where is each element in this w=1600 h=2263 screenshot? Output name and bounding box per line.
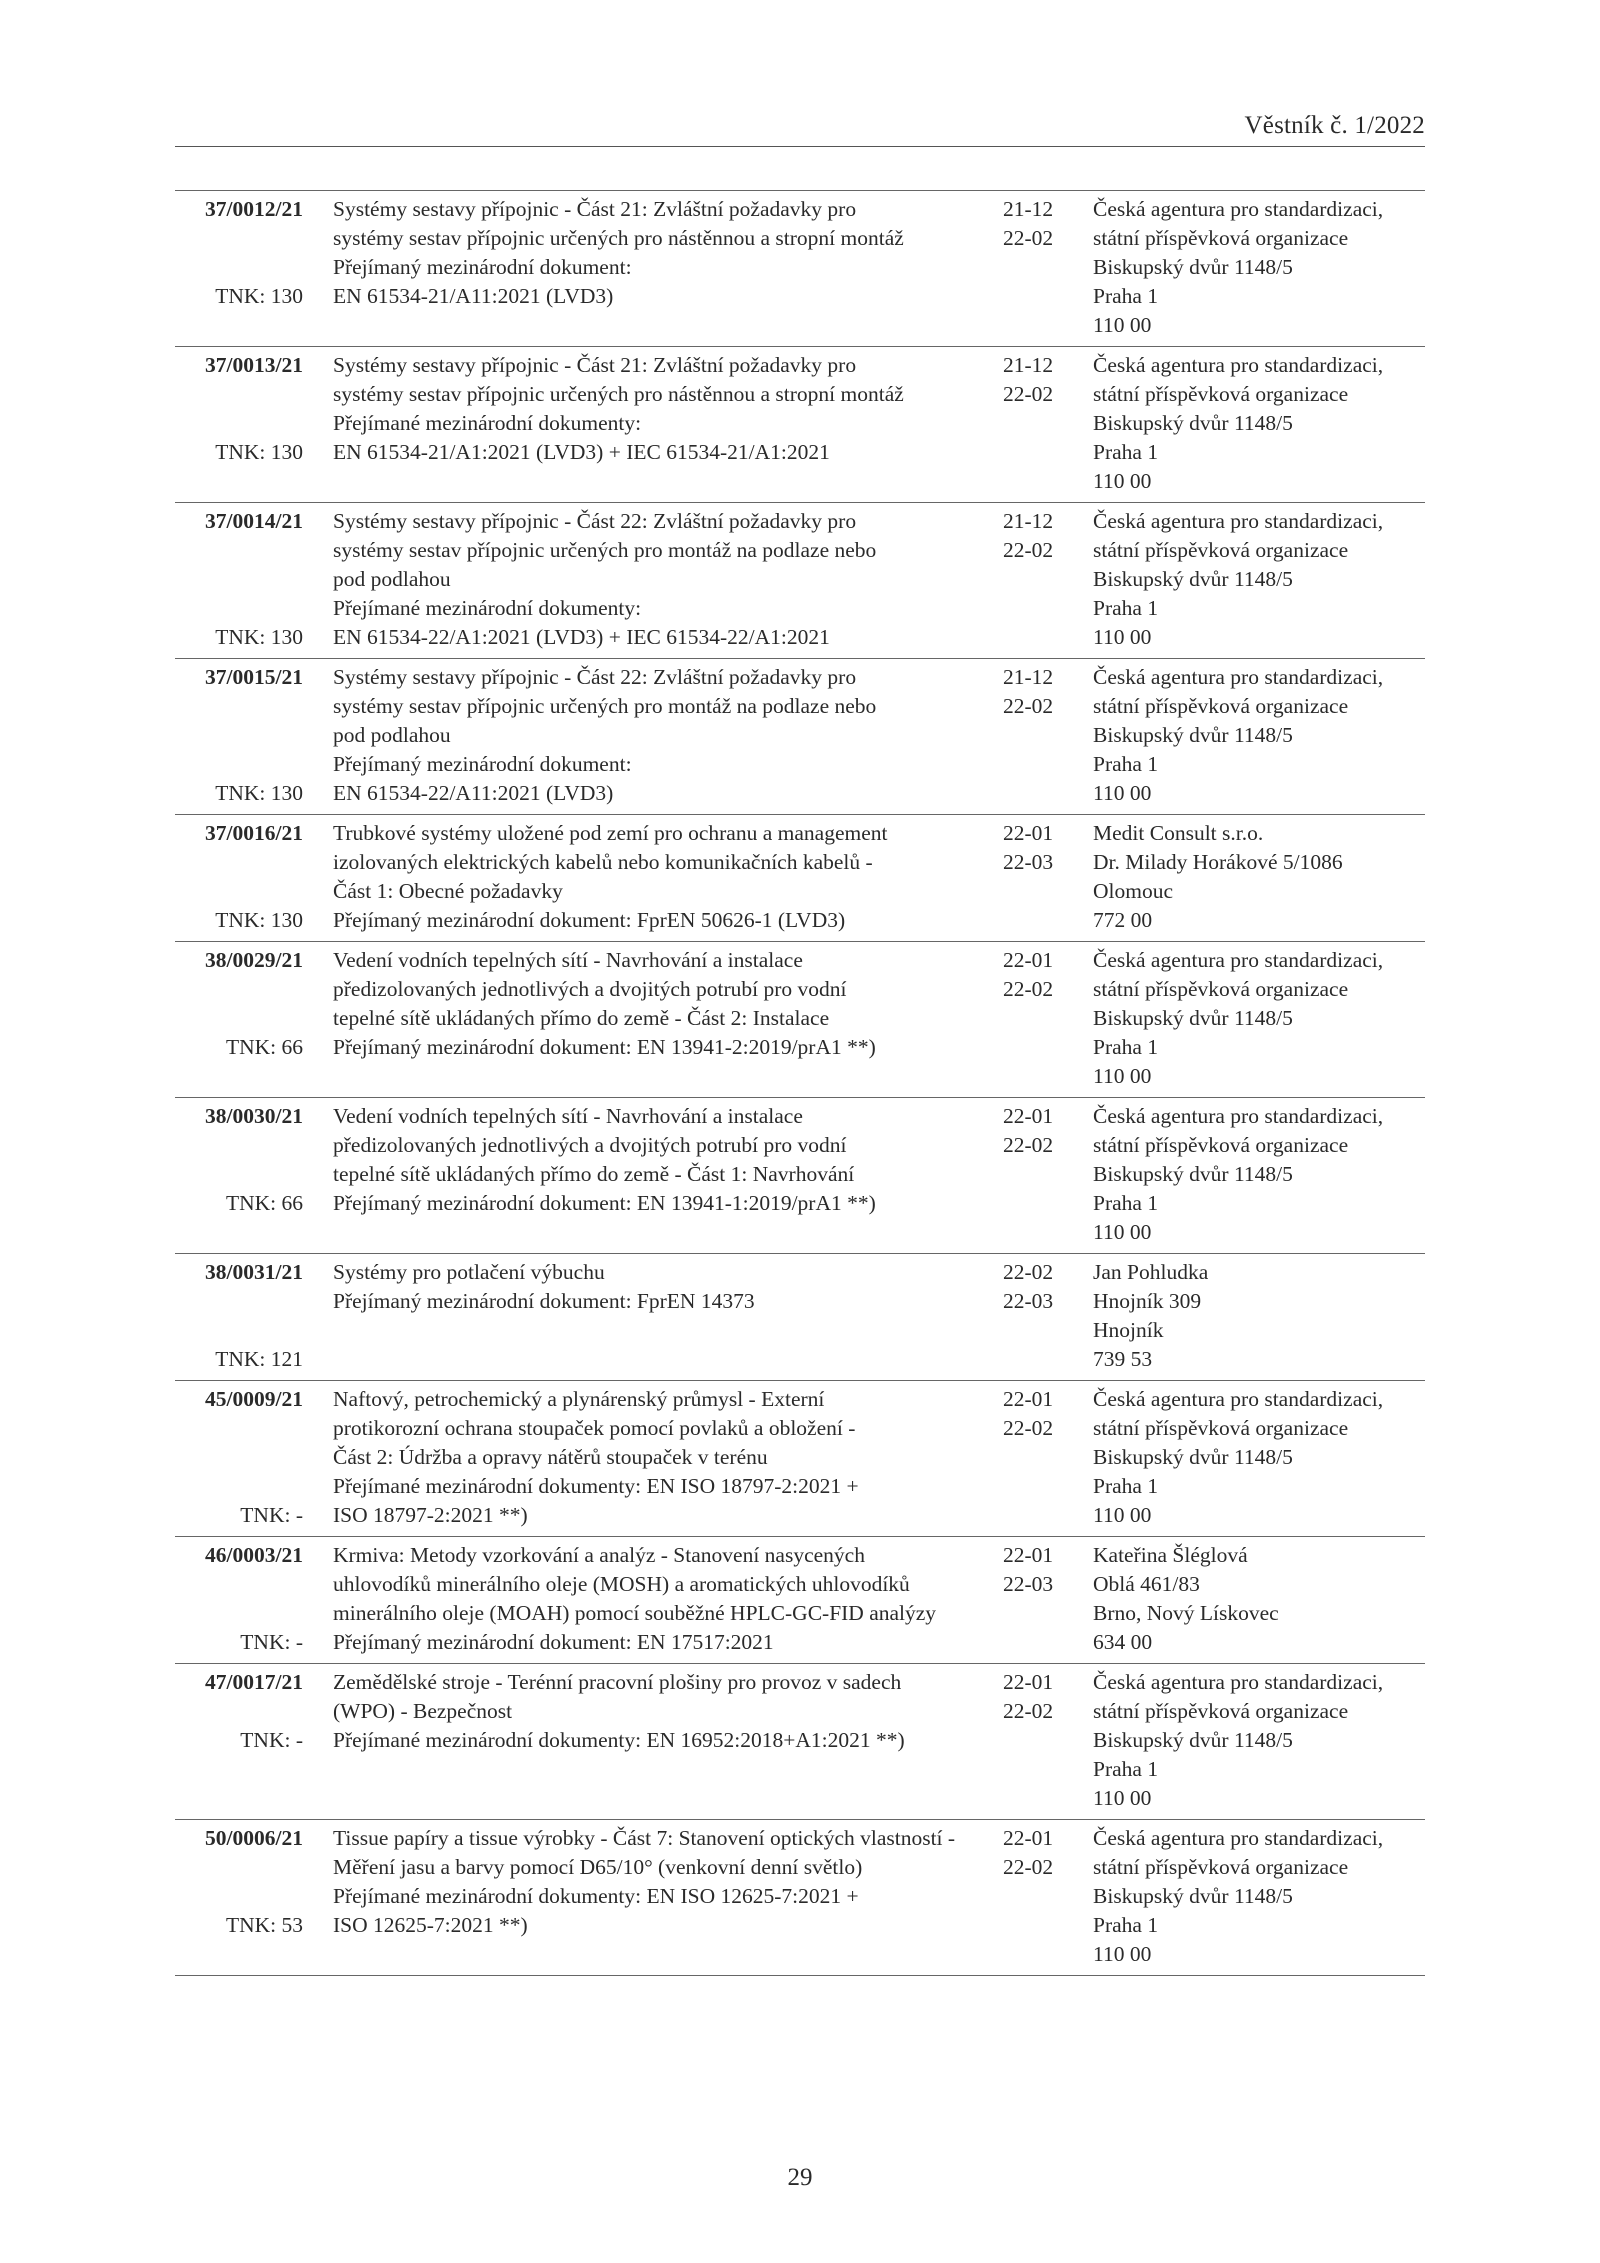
organization-line: Praha 1: [1093, 440, 1159, 464]
title-line: Zemědělské stroje - Terénní pracovní plošiny pro provoz v sadech: [333, 1670, 902, 1694]
organization-line: státní příspěvková organizace: [1093, 538, 1349, 562]
date-code: 22-02: [1003, 977, 1054, 1001]
record-id: 38/0030/21: [205, 1104, 303, 1128]
record-id: 46/0003/21: [205, 1543, 303, 1567]
title-line: Systémy pro potlačení výbuchu: [333, 1260, 605, 1284]
organization-line: Praha 1: [1093, 1191, 1159, 1215]
organization-line: Dr. Milady Horákové 5/1086: [1093, 850, 1343, 874]
table-row: [175, 191, 1425, 347]
tnk-label: TNK: 130: [215, 440, 303, 464]
organization-line: Oblá 461/83: [1093, 1572, 1200, 1596]
title-line: tepelné sítě ukládaných přímo do země - Část 1: Navrhování: [333, 1162, 855, 1186]
table-row: [175, 1098, 1425, 1254]
date-code: 22-02: [1003, 538, 1054, 562]
organization-line: Praha 1: [1093, 1913, 1159, 1937]
organization-line: státní příspěvková organizace: [1093, 1699, 1349, 1723]
title-line: Přejímané mezinárodní dokumenty:: [333, 596, 642, 620]
organization-line: Biskupský dvůr 1148/5: [1093, 255, 1293, 279]
title-line: Systémy sestavy přípojnic - Část 22: Zvláštní požadavky pro: [333, 509, 857, 533]
table-row: [175, 1254, 1425, 1381]
organization-line: Praha 1: [1093, 596, 1159, 620]
tnk-label: TNK: 53: [225, 1913, 303, 1937]
date-code: 22-02: [1003, 1699, 1054, 1723]
title-line: systémy sestav přípojnic určených pro montáž na podlaze nebo: [333, 694, 877, 718]
tnk-label: TNK: 130: [215, 284, 303, 308]
organization-line: 772 00: [1093, 908, 1153, 932]
date-code: 21-12: [1003, 665, 1054, 689]
table-row: [175, 503, 1425, 659]
organization-line: 110 00: [1093, 1064, 1152, 1088]
record-id: 47/0017/21: [205, 1670, 303, 1694]
date-code: 22-01: [1003, 1826, 1054, 1850]
table-row: [175, 1381, 1425, 1537]
table-row: [175, 1820, 1425, 1976]
organization-line: státní příspěvková organizace: [1093, 977, 1349, 1001]
date-code: 22-01: [1003, 821, 1054, 845]
title-line: pod podlahou: [333, 723, 451, 747]
title-line: Krmiva: Metody vzorkování a analýz - Stanovení nasycených: [333, 1543, 865, 1567]
organization-line: Biskupský dvůr 1148/5: [1093, 1006, 1293, 1030]
title-line: Přejímané mezinárodní dokumenty: EN ISO 18797-2:2021 +: [333, 1474, 859, 1498]
tnk-label: TNK: -: [240, 1630, 303, 1654]
organization-line: Česká agentura pro standardizaci,: [1093, 353, 1384, 377]
record-id: 37/0013/21: [205, 353, 303, 377]
organization-line: Hnojník 309: [1093, 1289, 1202, 1313]
organization-line: Česká agentura pro standardizaci,: [1093, 948, 1384, 972]
record-id: 38/0031/21: [205, 1260, 303, 1284]
organization-line: státní příspěvková organizace: [1093, 226, 1349, 250]
title-line: Naftový, petrochemický a plynárenský průmysl - Externí: [333, 1387, 825, 1411]
title-line: systémy sestav přípojnic určených pro nástěnnou a stropní montáž: [333, 382, 904, 406]
date-code: 22-02: [1003, 382, 1054, 406]
title-line: Přejímaný mezinárodní dokument: FprEN 14373: [333, 1289, 755, 1313]
organization-line: 110 00: [1093, 1220, 1152, 1244]
record-id: 38/0029/21: [205, 948, 303, 972]
title-line: Přejímaný mezinárodní dokument: EN 13941-1:2019/prA1 **): [333, 1191, 876, 1215]
organization-line: Biskupský dvůr 1148/5: [1093, 1162, 1293, 1186]
organization-line: státní příspěvková organizace: [1093, 1855, 1349, 1879]
title-line: EN 61534-22/A1:2021 (LVD3) + IEC 61534-22/A1:2021: [333, 625, 830, 649]
organization-line: státní příspěvková organizace: [1093, 1133, 1349, 1157]
organization-line: státní příspěvková organizace: [1093, 694, 1349, 718]
title-line: Přejímaný mezinárodní dokument: EN 13941-2:2019/prA1 **): [333, 1035, 876, 1059]
title-line: Měření jasu a barvy pomocí D65/10° (venkovní denní světlo): [333, 1855, 863, 1879]
organization-line: Praha 1: [1093, 752, 1159, 776]
title-line: Část 1: Obecné požadavky: [333, 879, 563, 903]
organization-line: Brno, Nový Lískovec: [1093, 1601, 1279, 1625]
table-row: [175, 347, 1425, 503]
title-line: Část 2: Údržba a opravy nátěrů stoupaček v terénu: [333, 1445, 768, 1469]
date-code: 21-12: [1003, 197, 1054, 221]
table-row: [175, 1664, 1425, 1820]
table-row: [175, 815, 1425, 942]
tnk-label: TNK: -: [240, 1728, 303, 1752]
tnk-label: TNK: -: [240, 1503, 303, 1527]
title-line: EN 61534-21/A1:2021 (LVD3) + IEC 61534-21/A1:2021: [333, 440, 830, 464]
date-code: 22-01: [1003, 948, 1054, 972]
organization-line: Biskupský dvůr 1148/5: [1093, 567, 1293, 591]
title-line: Přejímaný mezinárodní dokument:: [333, 255, 632, 279]
title-line: Systémy sestavy přípojnic - Část 21: Zvláštní požadavky pro: [333, 197, 857, 221]
organization-line: Jan Pohludka: [1093, 1260, 1209, 1284]
title-line: Přejímaný mezinárodní dokument: EN 17517:2021: [333, 1630, 774, 1654]
record-id: 45/0009/21: [205, 1387, 303, 1411]
organization-line: Česká agentura pro standardizaci,: [1093, 1670, 1384, 1694]
date-code: 22-01: [1003, 1543, 1054, 1567]
title-line: Přejímané mezinárodní dokumenty: EN 16952:2018+A1:2021 **): [333, 1728, 905, 1752]
record-id: 37/0012/21: [205, 197, 303, 221]
title-line: Systémy sestavy přípojnic - Část 22: Zvláštní požadavky pro: [333, 665, 857, 689]
title-line: Trubkové systémy uložené pod zemí pro ochranu a management: [333, 821, 888, 845]
organization-line: 110 00: [1093, 625, 1152, 649]
title-line: Vedení vodních tepelných sítí - Navrhování a instalace: [333, 948, 803, 972]
date-code: 21-12: [1003, 509, 1054, 533]
organization-line: 110 00: [1093, 469, 1152, 493]
title-line: EN 61534-22/A11:2021 (LVD3): [333, 781, 614, 805]
date-code: 21-12: [1003, 353, 1054, 377]
organization-line: Biskupský dvůr 1148/5: [1093, 1884, 1293, 1908]
tnk-label: TNK: 66: [225, 1191, 303, 1215]
title-line: tepelné sítě ukládaných přímo do země - Část 2: Instalace: [333, 1006, 830, 1030]
organization-line: Česká agentura pro standardizaci,: [1093, 1387, 1384, 1411]
organization-line: 110 00: [1093, 1503, 1152, 1527]
title-line: Přejímané mezinárodní dokumenty: EN ISO 12625-7:2021 +: [333, 1884, 859, 1908]
organization-line: 739 53: [1093, 1347, 1153, 1371]
organization-line: státní příspěvková organizace: [1093, 382, 1349, 406]
organization-line: Praha 1: [1093, 1757, 1159, 1781]
title-line: ISO 12625-7:2021 **): [333, 1913, 528, 1937]
organization-line: Hnojník: [1093, 1318, 1164, 1342]
organization-line: Česká agentura pro standardizaci,: [1093, 1826, 1384, 1850]
organization-line: Biskupský dvůr 1148/5: [1093, 723, 1293, 747]
title-line: (WPO) - Bezpečnost: [333, 1699, 513, 1723]
date-code: 22-02: [1003, 694, 1054, 718]
title-line: minerálního oleje (MOAH) pomocí souběžné HPLC-GC-FID analýzy: [333, 1601, 937, 1625]
date-code: 22-01: [1003, 1387, 1054, 1411]
tnk-label: TNK: 130: [215, 908, 303, 932]
title-line: Tissue papíry a tissue výrobky - Část 7: Stanovení optických vlastností -: [333, 1826, 956, 1850]
date-code: 22-03: [1003, 850, 1054, 874]
title-line: systémy sestav přípojnic určených pro nástěnnou a stropní montáž: [333, 226, 904, 250]
title-line: Systémy sestavy přípojnic - Část 21: Zvláštní požadavky pro: [333, 353, 857, 377]
date-code: 22-02: [1003, 1416, 1054, 1440]
date-code: 22-03: [1003, 1289, 1054, 1313]
organization-line: 110 00: [1093, 781, 1152, 805]
table-row: [175, 659, 1425, 815]
page-number: 29: [787, 2164, 813, 2191]
organization-line: Česká agentura pro standardizaci,: [1093, 1104, 1384, 1128]
organization-line: Olomouc: [1093, 879, 1174, 903]
header-rule: [175, 146, 1425, 147]
title-line: předizolovaných jednotlivých a dvojitých potrubí pro vodní: [333, 1133, 847, 1157]
title-line: EN 61534-21/A11:2021 (LVD3): [333, 284, 614, 308]
date-code: 22-01: [1003, 1670, 1054, 1694]
tnk-label: TNK: 121: [215, 1347, 303, 1371]
date-code: 22-02: [1003, 1260, 1054, 1284]
record-id: 37/0015/21: [205, 665, 303, 689]
tnk-label: TNK: 130: [215, 625, 303, 649]
title-line: protikorozní ochrana stoupaček pomocí povlaků a obložení -: [333, 1416, 856, 1440]
record-id: 37/0014/21: [205, 509, 303, 533]
date-code: 22-02: [1003, 1855, 1054, 1879]
organization-line: 634 00: [1093, 1630, 1153, 1654]
date-code: 22-03: [1003, 1572, 1054, 1596]
title-line: předizolovaných jednotlivých a dvojitých potrubí pro vodní: [333, 977, 847, 1001]
organization-line: Praha 1: [1093, 1474, 1159, 1498]
organization-line: Praha 1: [1093, 1035, 1159, 1059]
organization-line: Biskupský dvůr 1148/5: [1093, 411, 1293, 435]
table-row: [175, 1537, 1425, 1664]
running-head: Věstník č. 1/2022: [1244, 112, 1425, 139]
organization-line: Praha 1: [1093, 284, 1159, 308]
organization-line: 110 00: [1093, 313, 1152, 337]
title-line: Vedení vodních tepelných sítí - Navrhování a instalace: [333, 1104, 803, 1128]
organization-line: 110 00: [1093, 1786, 1152, 1810]
title-line: ISO 18797-2:2021 **): [333, 1503, 528, 1527]
date-code: 22-02: [1003, 1133, 1054, 1157]
title-line: uhlovodíků minerálního oleje (MOSH) a aromatických uhlovodíků: [333, 1572, 910, 1596]
date-code: 22-02: [1003, 226, 1054, 250]
date-code: 22-01: [1003, 1104, 1054, 1128]
organization-line: Medit Consult s.r.o.: [1093, 821, 1264, 845]
organization-line: Kateřina Šléglová: [1093, 1543, 1248, 1567]
organization-line: Biskupský dvůr 1148/5: [1093, 1445, 1293, 1469]
record-id: 37/0016/21: [205, 821, 303, 845]
title-line: Přejímané mezinárodní dokumenty:: [333, 411, 642, 435]
title-line: Přejímaný mezinárodní dokument:: [333, 752, 632, 776]
organization-line: Česká agentura pro standardizaci,: [1093, 197, 1384, 221]
title-line: Přejímaný mezinárodní dokument: FprEN 50626-1 (LVD3): [333, 908, 846, 932]
title-line: izolovaných elektrických kabelů nebo komunikačních kabelů -: [333, 850, 873, 874]
table-row: [175, 942, 1425, 1098]
organization-line: 110 00: [1093, 1942, 1152, 1966]
tnk-label: TNK: 130: [215, 781, 303, 805]
title-line: systémy sestav přípojnic určených pro montáž na podlaze nebo: [333, 538, 877, 562]
record-id: 50/0006/21: [205, 1826, 303, 1850]
organization-line: státní příspěvková organizace: [1093, 1416, 1349, 1440]
title-line: pod podlahou: [333, 567, 451, 591]
organization-line: Česká agentura pro standardizaci,: [1093, 509, 1384, 533]
standards-table: [175, 190, 1425, 1976]
organization-line: Česká agentura pro standardizaci,: [1093, 665, 1384, 689]
tnk-label: TNK: 66: [225, 1035, 303, 1059]
organization-line: Biskupský dvůr 1148/5: [1093, 1728, 1293, 1752]
